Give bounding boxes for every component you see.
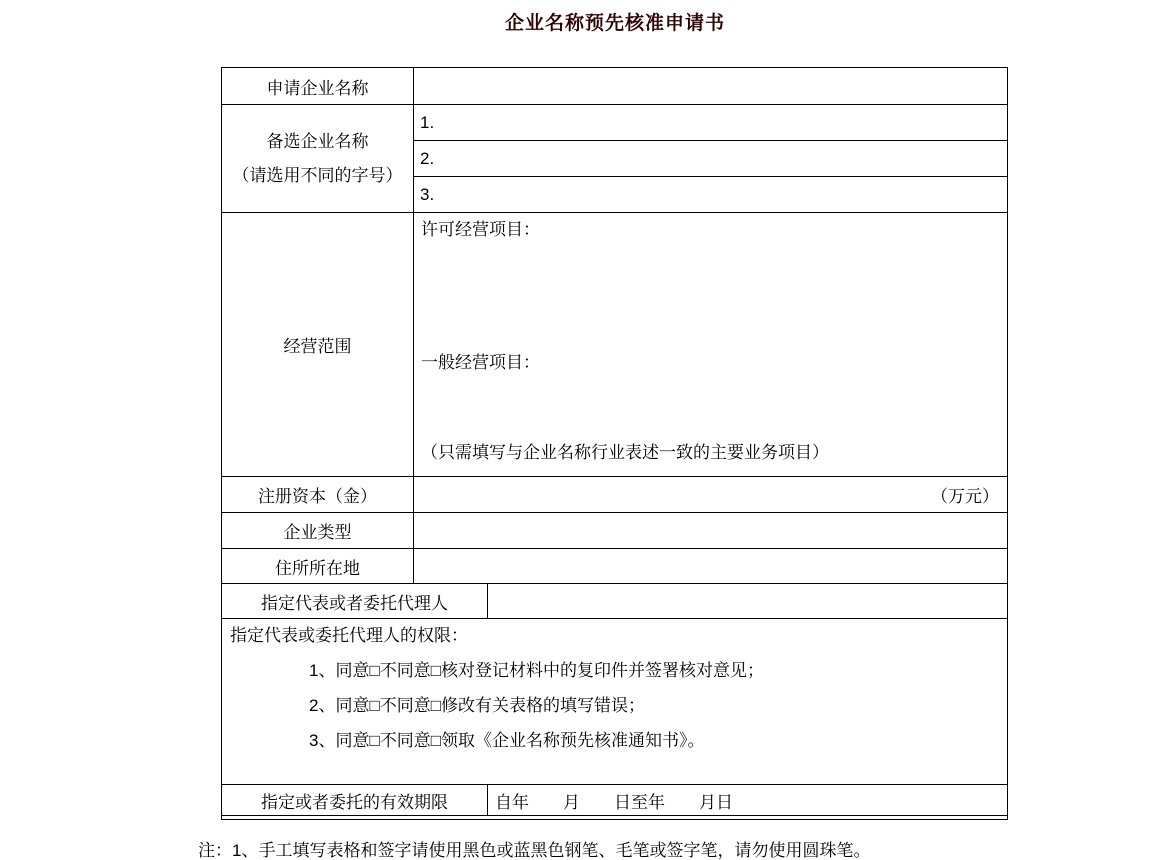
applied-name-label: 申请企业名称 <box>222 68 414 104</box>
authority-item-1: 1、同意□不同意□核对登记材料中的复印件并签署核对意见； <box>309 661 764 680</box>
alternative-name-field-3[interactable] <box>414 176 1007 212</box>
enterprise-type-label: 企业类型 <box>222 513 414 548</box>
representative-field[interactable] <box>488 584 1007 618</box>
validity-period-label: 指定或者委托的有效期限 <box>222 785 488 815</box>
applied-name-field[interactable] <box>414 68 1007 104</box>
alternative-names-label-line2: （请选用不同的字号） <box>232 165 403 185</box>
general-items-label: 一般经营项目： <box>421 353 540 372</box>
alternative-name-number-2: 2. <box>420 148 435 168</box>
scope-note: （只需填写与企业名称行业表述一致的主要业务项目） <box>421 443 829 462</box>
registered-capital-label: 注册资本（金） <box>222 477 414 512</box>
alternative-name-field-2[interactable] <box>414 140 1007 176</box>
validity-period-template: 自年 月 日至年 月日 <box>495 792 733 812</box>
alternative-names-label-line1: 备选企业名称 <box>266 131 369 151</box>
alternative-names-fields <box>414 105 1007 212</box>
enterprise-type-field[interactable] <box>414 513 1007 548</box>
row-authority <box>222 618 1007 784</box>
row-representative <box>222 583 1007 618</box>
alternative-names-label <box>222 105 414 212</box>
authority-item-2: 2、同意□不同意□修改有关表格的填写错误； <box>309 696 645 715</box>
row-validity-period <box>222 784 1007 816</box>
authority-item-3: 3、同意□不同意□领取《企业名称预先核准通知书》。 <box>309 731 705 750</box>
authority-block <box>222 619 1007 784</box>
footnote: 注：1、手工填写表格和签字请使用黑色或蓝黑色钢笔、毛笔或签字笔，请勿使用圆珠笔。 <box>198 841 871 860</box>
row-alternative-names <box>222 104 1007 212</box>
capital-unit-label: （万元） <box>931 487 999 506</box>
row-applied-name <box>222 68 1007 104</box>
page-title: 企业名称预先核准申请书 <box>504 13 725 34</box>
business-scope-field[interactable] <box>414 213 1007 476</box>
representative-label: 指定代表或者委托代理人 <box>222 584 488 618</box>
registered-capital-field[interactable] <box>414 477 1007 512</box>
business-scope-label: 经营范围 <box>222 213 414 476</box>
address-field[interactable] <box>414 549 1007 583</box>
row-enterprise-type <box>222 512 1007 548</box>
alternative-name-number-1: 1. <box>420 112 435 132</box>
alternative-name-number-3: 3. <box>420 184 435 204</box>
address-label: 住所所在地 <box>222 549 414 583</box>
validity-period-field[interactable] <box>488 785 1007 815</box>
row-registered-capital <box>222 476 1007 512</box>
alternative-name-field-1[interactable] <box>414 105 1007 140</box>
licensed-items-label: 许可经营项目： <box>421 220 540 239</box>
application-table <box>221 67 1008 820</box>
authority-header: 指定代表或委托代理人的权限： <box>230 626 468 645</box>
row-address <box>222 548 1007 583</box>
row-business-scope <box>222 212 1007 476</box>
